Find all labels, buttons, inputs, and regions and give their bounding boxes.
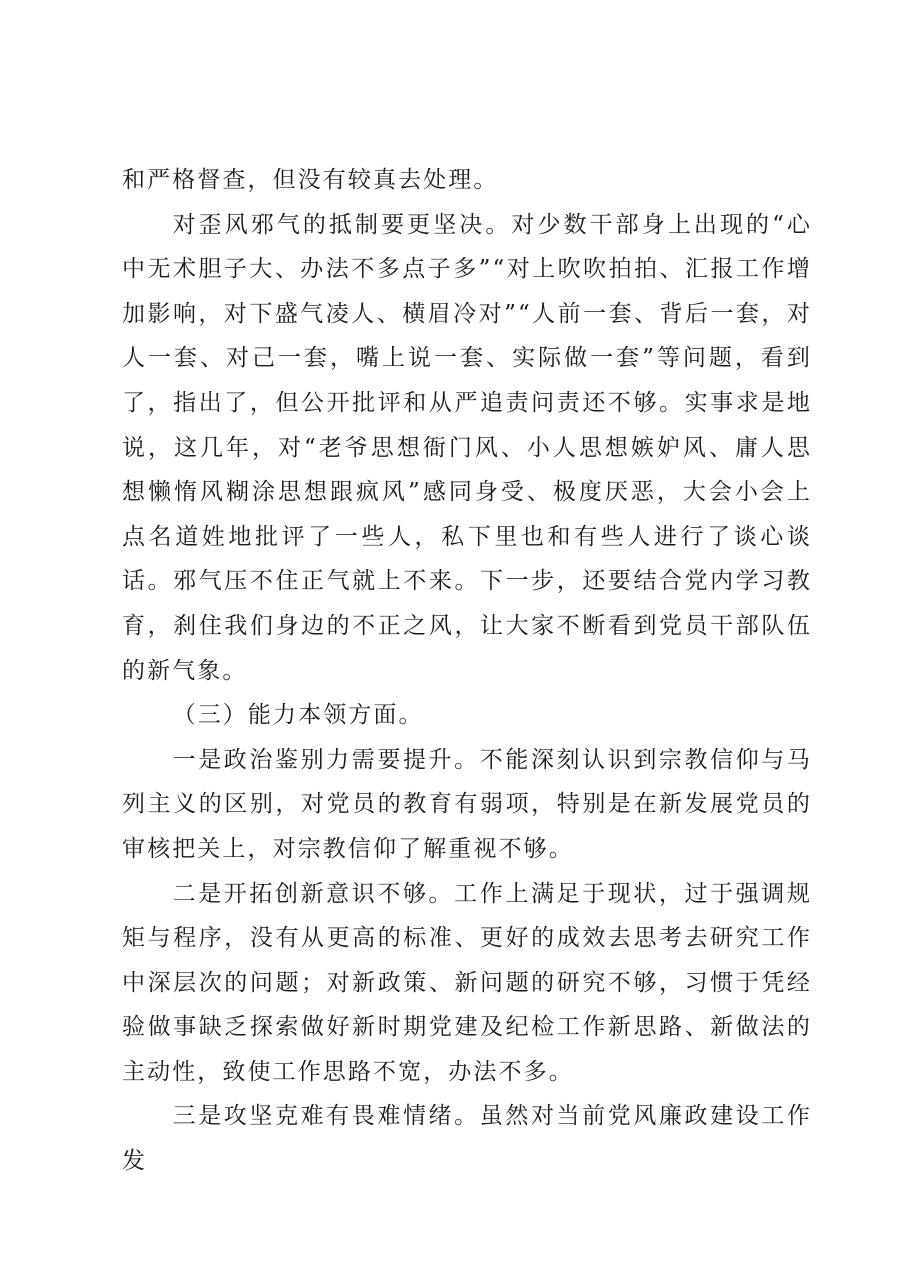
- section-heading-ability: （三）能力本领方面。: [172, 702, 424, 729]
- paragraph-innovation: 二是开拓创新意识不够。工作上满足于现状，过于强调规矩与程序，没有从更高的标准、更好的成效去思考去研究工作中深层次的问题；对新政策、新问题的研究不够，习惯于凭经验做事缺乏探索做好新时期党建及纪检工作新思路、新做法的主动性，致使工作思路不宽，办法不多。: [122, 880, 812, 1085]
- paragraph-overcoming-difficulties: 三是攻坚克难有畏难情绪。虽然对当前党风廉政建设工作发: [122, 1103, 812, 1175]
- document-body: [122, 158, 812, 1184]
- paragraph-continuation: 和严格督查，但没有较真去处理。: [122, 167, 499, 193]
- paragraph-political-discernment: 一是政治鉴别力需要提升。不能深刻认识到宗教信仰与马列主义的区别，对党员的教育有弱项，特别是在新发展党员的审核把关上，对宗教信仰了解重视不够。: [122, 746, 812, 862]
- paragraph-unhealthy-trends: 对歪风邪气的抵制要更坚决。对少数干部身上出现的“心中无术胆子大、办法不多点子多”“对上吹吹拍拍、汇报工作增加影响，对下盛气凌人、横眉冷对”“人前一套、背后一套，对人一套、对己一套，嘴上说一套、实际做一套”等问题，看到了，指出了，但公开批评和从严追责问责还不够。实事求是地说，这几年，对“老爷思想衙门风、小人思想嫉妒风、庸人思想懒惰风糊涂思想跟疯风”感同身受、极度厌恶，大会小会上点名道姓地批评了一些人，私下里也和有些人进行了谈心谈话。邪气压不住正气就上不来。下一步，还要结合党内学习教育，刹住我们身边的不正之风，让大家不断看到党员干部队伍的新气象。: [122, 211, 812, 684]
